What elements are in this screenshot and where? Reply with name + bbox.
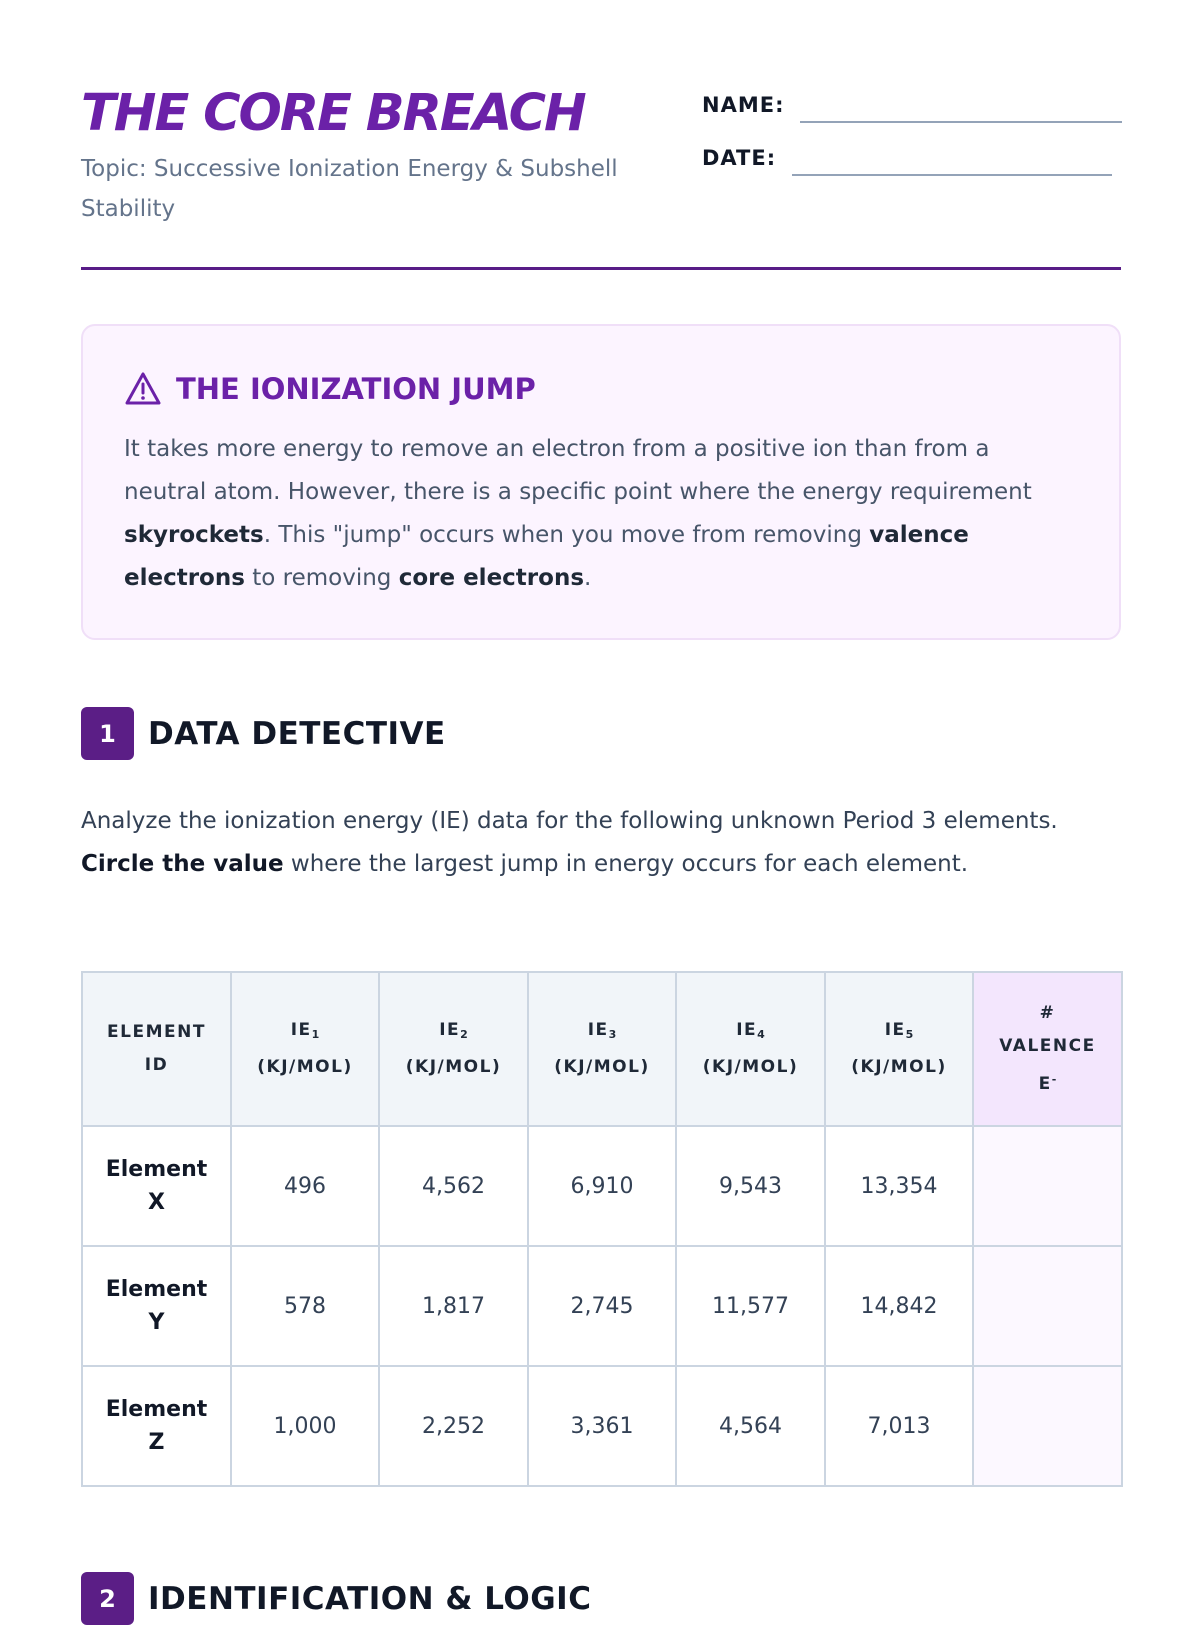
topic-subtitle: Topic: Successive Ionization Energy & Subshell Stability [81,156,618,222]
row-label [82,1126,231,1246]
header-text: ID [144,1055,169,1075]
name-label: NAME: [702,93,785,117]
ie-value-cell[interactable]: 9,543 [676,1126,825,1246]
callout-text: It takes more energy to remove an electron from a positive ion than from a neutral atom. However, there is a specific point where the energy requirement [124,436,1032,505]
header-text: VALENCE [999,1036,1096,1056]
header-subscript: 5 [905,1028,914,1041]
header-superscript: - [1051,1073,1057,1086]
header-subscript: 3 [608,1028,617,1041]
worksheet-header [81,80,1121,270]
ie-value-cell[interactable]: 1,817 [379,1246,528,1366]
valence-answer-cell[interactable] [973,1246,1122,1366]
ie-value-cell[interactable]: 2,745 [528,1246,676,1366]
callout-heading [124,370,536,408]
ie-value-cell[interactable]: 4,564 [676,1366,825,1486]
callout-text: . This "jump" occurs when you move from removing [263,522,870,548]
header-subscript: 2 [460,1028,468,1041]
header-unit: (KJ/MOL) [405,1057,502,1077]
header-text: IE [439,1020,461,1040]
header-ie1 [231,972,379,1126]
table-header-row [82,972,1122,1126]
callout-emphasis: core electrons [398,565,585,591]
ie-value-cell[interactable]: 4,562 [379,1126,528,1246]
title-block [81,80,691,229]
name-line[interactable] [800,121,1122,123]
row-label [82,1246,231,1366]
callout-text: . [584,565,592,591]
header-subscript: 4 [757,1028,765,1041]
section-title: IDENTIFICATION & LOGIC [148,1580,592,1617]
header-unit: (KJ/MOL) [851,1057,947,1077]
header-text: ELEMENT [107,1022,206,1042]
section-heading-identification [81,1572,591,1625]
header-ie3 [528,972,676,1126]
ie-value-cell[interactable]: 2,252 [379,1366,528,1486]
student-fields [702,85,1122,191]
row-label-text: Element [105,1157,208,1182]
row-label-text: Element [105,1277,208,1302]
row-label-text: Element [105,1397,208,1422]
ie-value-cell[interactable]: 13,354 [825,1126,973,1246]
table-row [82,1126,1122,1246]
date-label: DATE: [702,146,777,170]
ie-value-cell[interactable]: 578 [231,1246,379,1366]
section-heading-data-detective [81,707,446,760]
worksheet-title: THE CORE BREACH [81,84,585,143]
header-text: # [1039,1003,1056,1023]
row-label-text: X [148,1190,165,1215]
header-unit: (KJ/MOL) [554,1057,650,1077]
header-subscript: 1 [311,1028,320,1041]
row-label-text: Z [148,1430,165,1455]
header-unit: (KJ/MOL) [257,1057,353,1077]
header-text: IE [736,1020,758,1040]
valence-answer-cell[interactable] [973,1366,1122,1486]
row-label [82,1366,231,1486]
ie-value-cell[interactable]: 7,013 [825,1366,973,1486]
header-element-id [82,972,231,1126]
table-row [82,1366,1122,1486]
warning-triangle-icon [124,370,162,408]
table-row [82,1246,1122,1366]
date-line[interactable] [792,174,1112,176]
ie-value-cell[interactable]: 1,000 [231,1366,379,1486]
ie-value-cell[interactable]: 6,910 [528,1126,676,1246]
callout-emphasis: valence electrons [124,522,969,591]
callout-text: to removing [244,565,399,591]
date-field [702,138,1122,170]
instruction-text: where the largest jump in energy occurs for each element. [283,851,969,877]
row-label-text: Y [148,1310,165,1335]
instruction-emphasis: Circle the value [81,851,284,877]
callout-emphasis: skyrockets [124,522,264,548]
callout-body [124,428,1074,600]
instruction-text: Analyze the ionization energy (IE) data for the following unknown Period 3 elements. [81,808,1058,834]
header-text: E [1038,1074,1052,1094]
header-ie4 [676,972,825,1126]
section-instructions [81,800,1091,886]
section-number-badge: 1 [81,707,134,760]
ie-value-cell[interactable]: 3,361 [528,1366,676,1486]
ionization-jump-callout [81,324,1121,640]
valence-answer-cell[interactable] [973,1126,1122,1246]
header-divider [81,267,1121,270]
section-number-badge: 2 [81,1572,134,1625]
header-text: IE [290,1020,312,1040]
callout-title: THE IONIZATION JUMP [176,372,536,406]
ie-value-cell[interactable]: 496 [231,1126,379,1246]
ie-value-cell[interactable]: 11,577 [676,1246,825,1366]
header-unit: (KJ/MOL) [702,1057,799,1077]
ionization-energy-table [81,971,1123,1487]
header-ie5 [825,972,973,1126]
section-title: DATA DETECTIVE [148,715,446,752]
header-text: IE [587,1020,609,1040]
ie-value-cell[interactable]: 14,842 [825,1246,973,1366]
name-field [702,85,1122,117]
header-ie2 [379,972,528,1126]
header-text: IE [884,1020,906,1040]
header-valence-electrons [973,972,1122,1126]
